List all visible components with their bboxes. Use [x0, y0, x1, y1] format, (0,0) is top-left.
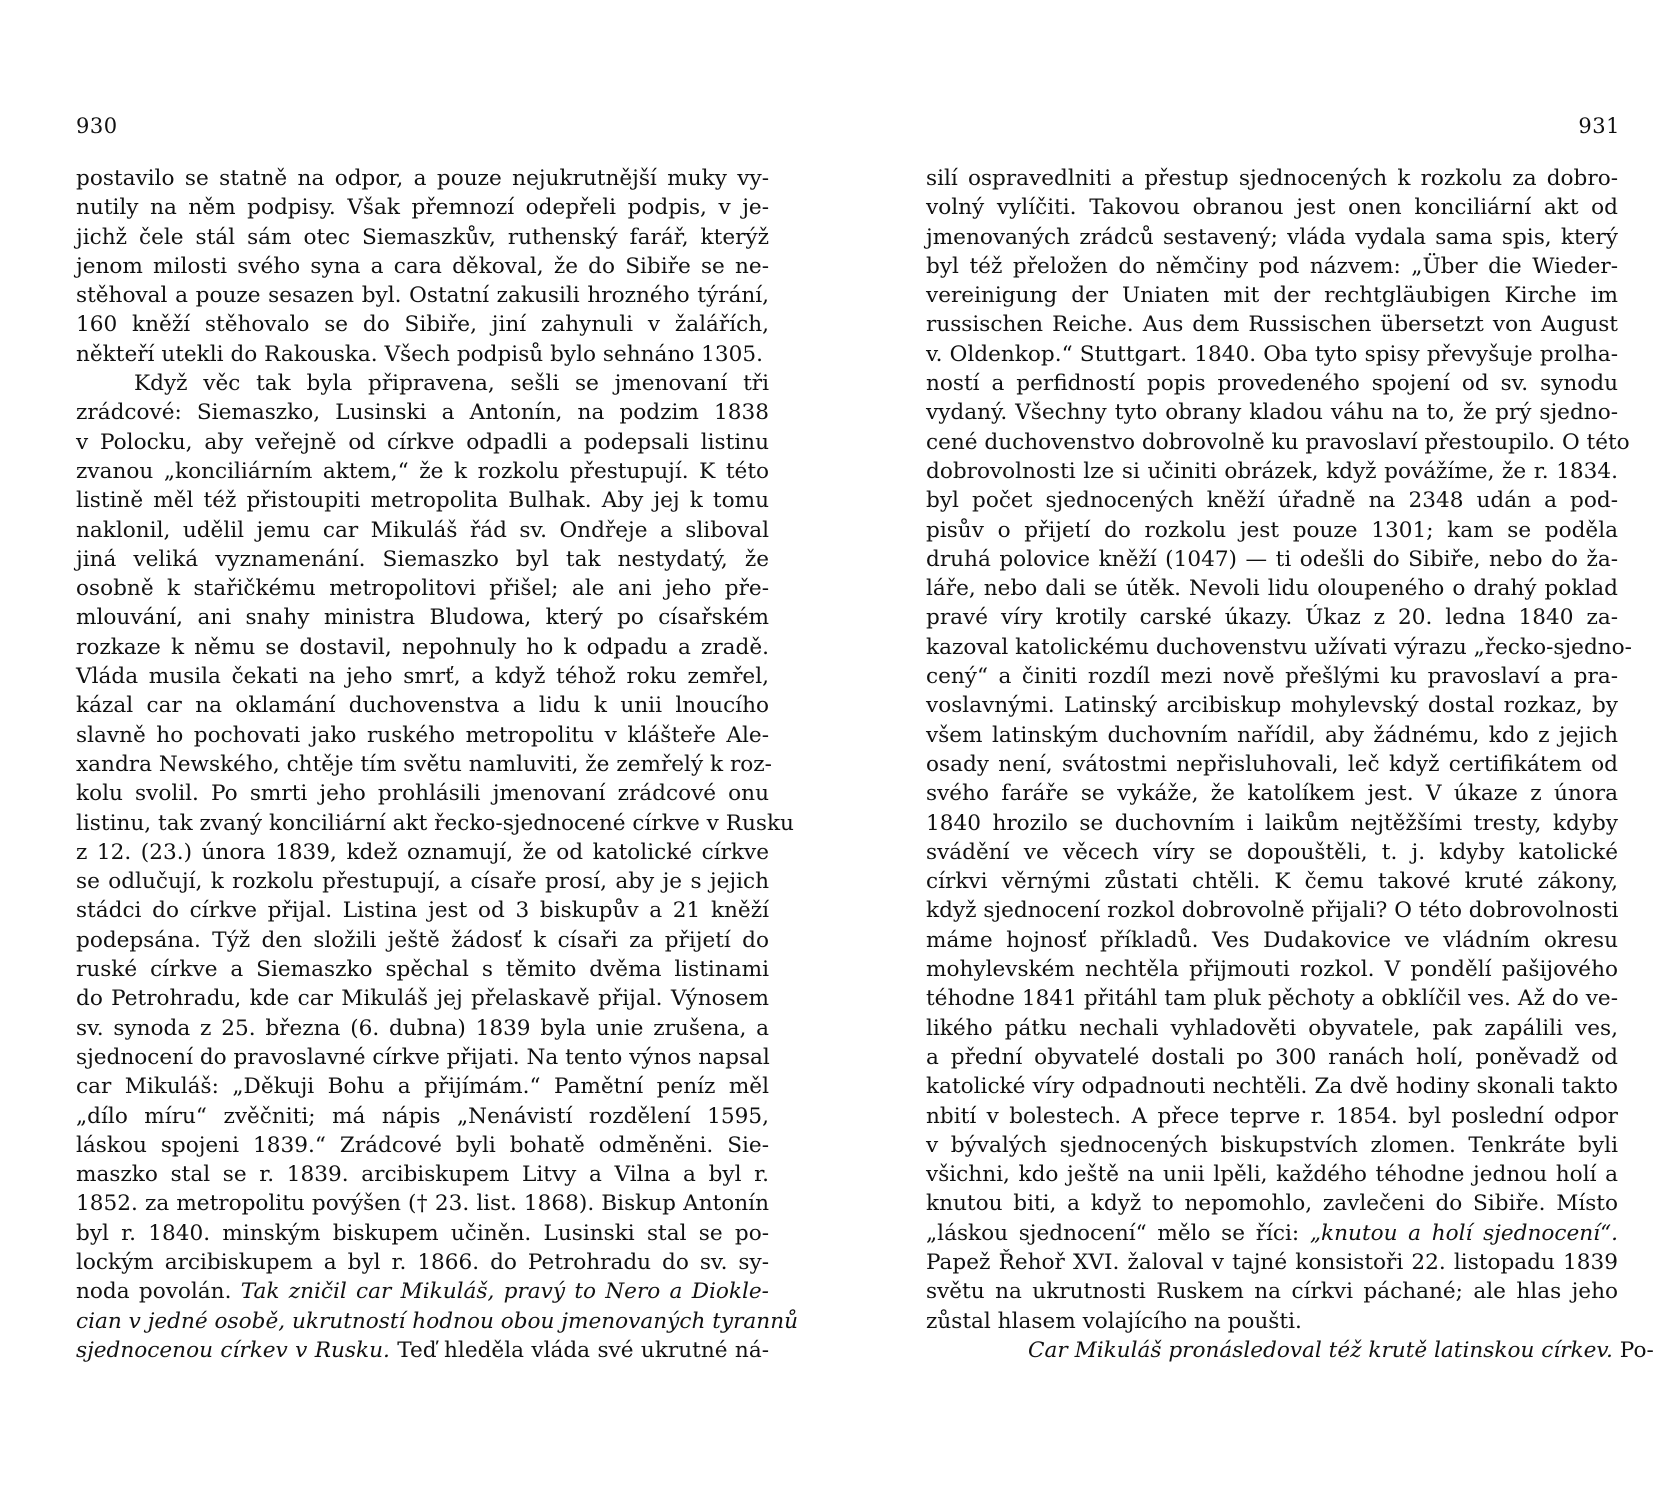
line-text: xandra Newského, chtěje tím světu namluviti, že zemřelý k roz- — [76, 751, 772, 777]
line-text: zůstal hlasem volajícího na poušti. — [926, 1308, 1302, 1334]
text-line — [76, 457, 769, 486]
line-text: slavně ho pochovati jako ruského metropolitu v klášteře Ale- — [76, 722, 769, 748]
text-line — [926, 252, 1618, 281]
line-text: pisův o přijetí do rozkolu jest pouze 1301; kam se poděla — [926, 517, 1618, 543]
text-line — [926, 867, 1618, 896]
line-text: likého pátku nechali vyhladověti obyvatele, pak zapálili ves, — [926, 1015, 1618, 1041]
line-text: do Petrohradu, kde car Mikuláš jej přelaskavě přijal. Výnosem — [76, 986, 769, 1012]
line-text: maszko stal se r. 1839. arcibiskupem Litvy a Vilna a byl r. — [76, 1162, 769, 1188]
text-line — [926, 164, 1618, 193]
text-line — [926, 1043, 1618, 1072]
text-line — [76, 691, 769, 720]
body-text — [76, 164, 799, 1365]
text-line — [926, 428, 1630, 457]
text-line — [926, 310, 1618, 339]
text-line — [926, 1189, 1618, 1218]
text-line — [76, 955, 769, 984]
line-text: stěhoval a pouze sesazen byl. Ostatní zakusili hrozného týrání, — [76, 283, 769, 309]
text-line — [926, 457, 1618, 486]
line-text: všichni, kdo ještě na unii lpěli, každého téhodne jednou holí a — [926, 1162, 1618, 1188]
text-line — [76, 1160, 769, 1189]
text-line — [76, 545, 769, 574]
text-line — [926, 486, 1618, 515]
text-line — [76, 926, 769, 955]
line-text: knutou biti, a když to nepomohlo, zavlečeni do Sibiře. Místo — [926, 1191, 1618, 1217]
text-line — [926, 223, 1618, 252]
line-text: dobrovolnosti lze si učiniti obrázek, když povážíme, že r. 1834. — [926, 458, 1618, 484]
text-line — [926, 1219, 1618, 1248]
line-text: „dílo míru“ zvěčniti; má nápis „Nenávistí rozdělení 1595, — [76, 1103, 769, 1129]
text-line — [76, 252, 769, 281]
text-line — [926, 691, 1618, 720]
text-line — [76, 779, 769, 808]
italic-text: cian v jedné osobě, ukrutností hodnou obou jmenovaných tyrannů — [76, 1308, 799, 1334]
line-text: z 12. (23.) února 1839, kdež oznamují, že od katolické církve — [76, 839, 769, 865]
italic-text: „knutou a holí sjednocení“. — [1309, 1220, 1618, 1246]
text-line — [926, 1131, 1618, 1160]
text-line — [76, 164, 769, 193]
line-text: katolické víry odpadnouti nechtěli. Za dvě hodiny skonali takto — [926, 1074, 1618, 1100]
text-line — [926, 193, 1618, 222]
line-text: 1840 hrozilo se duchovním i laikům nejtěžšími tresty, kdyby — [926, 810, 1618, 836]
text-line — [76, 1219, 769, 1248]
italic-text: sjednocenou církev v Rusku. — [76, 1337, 390, 1363]
text-line — [926, 545, 1618, 574]
text-line — [926, 340, 1618, 369]
line-text: vereinigung der Uniaten mit der rechtgläubigen Kirche im — [926, 283, 1618, 309]
line-text: láskou spojeni 1839.“ Zrádcové byli bohatě odměněni. Sie- — [76, 1132, 769, 1158]
line-text: voslavnými. Latinský arcibiskup mohylevský dostal rozkaz, by — [926, 693, 1618, 719]
text-line — [76, 1102, 769, 1131]
line-text: církvi věrnými zůstati chtěli. K čemu takové kruté zákony, — [926, 869, 1618, 895]
text-line — [926, 955, 1618, 984]
text-line — [926, 926, 1618, 955]
line-text: cené duchovenstvo dobrovolně ku pravoslaví přestoupilo. O této — [926, 429, 1630, 455]
line-text: vydaný. Všechny tyto obrany kladou váhu na to, že prý sjedno- — [926, 400, 1618, 426]
line-text: kázal car na oklamání duchovenstva a lidu k unii lnoucího — [76, 693, 769, 719]
page-number: 930 — [76, 114, 118, 138]
line-text: 160 kněží stěhovalo se do Sibiře, jiní zahynuli v žalářích, — [76, 312, 769, 338]
line-text: svádění ve věcech víry se dopouštěli, t. j. kdyby katolické — [926, 839, 1618, 865]
line-text: byl počet sjednocených kněží úřadně na 2348 udán a pod- — [926, 488, 1618, 514]
text-line — [76, 896, 769, 925]
text-line — [926, 1072, 1618, 1101]
line-text: Po- — [1619, 1337, 1654, 1363]
text-line — [926, 1248, 1618, 1277]
text-line — [926, 838, 1618, 867]
line-text: byl r. 1840. minským biskupem učiněn. Lusinski stal se po- — [76, 1220, 769, 1246]
text-line — [76, 603, 769, 632]
text-line — [76, 486, 769, 515]
line-text: v Polocku, aby veřejně od církve odpadli a podepsali listinu — [76, 429, 769, 455]
text-line — [76, 1248, 769, 1277]
text-line — [76, 633, 769, 662]
text-line — [926, 1102, 1618, 1131]
line-text: v bývalých sjednocených biskupstvích zlomen. Tenkráte byli — [926, 1132, 1618, 1158]
text-line — [76, 1189, 769, 1218]
text-line — [926, 662, 1618, 691]
text-line — [926, 398, 1618, 427]
italic-text: Tak zničil car Mikuláš, pravý to Nero a Diokle- — [240, 1279, 769, 1305]
line-text: Když věc tak byla připravena, sešli se jmenovaní tři — [134, 371, 769, 397]
line-text: „láskou sjednocení“ mělo se říci: — [926, 1220, 1300, 1246]
text-line — [76, 809, 794, 838]
line-text: mlouvání, ani snahy ministra Bludowa, který po císařském — [76, 605, 769, 631]
line-text: nutily na něm podpisy. Však přemnozí odepřeli podpis, v je- — [76, 195, 769, 221]
text-line — [926, 369, 1618, 398]
text-line — [76, 369, 769, 398]
text-line — [76, 984, 769, 1013]
line-text: stádci do církve přijal. Listina jest od 3 biskupův a 21 kněží — [76, 898, 769, 924]
line-text: pravé víry krotily carské úkazy. Úkaz z 20. ledna 1840 za- — [926, 605, 1618, 631]
line-text: zvanou „konciliárním aktem,“ že k rozkolu přestupují. K této — [76, 458, 769, 484]
text-line — [926, 574, 1618, 603]
line-text: jenom milosti svého syna a cara děkoval, že do Sibiře se ne- — [76, 253, 769, 279]
text-line — [76, 1043, 769, 1072]
text-line — [76, 340, 769, 369]
text-line — [926, 1307, 1618, 1336]
line-text: druhá polovice kněží (1047) — ti odešli do Sibiře, nebo do ža- — [926, 546, 1618, 572]
text-line — [76, 193, 769, 222]
line-text: a přední obyvatelé dostali po 300 ranách holí, poněvadž od — [926, 1044, 1618, 1070]
line-text: lockým arcibiskupem a byl r. 1866. do Petrohradu do sv. sy- — [76, 1249, 769, 1275]
text-line — [76, 750, 772, 779]
text-line — [926, 750, 1618, 779]
line-text: listině měl též přistoupiti metropolita Bulhak. Aby jej k tomu — [76, 488, 769, 514]
line-text: jiná veliká vyznamenání. Siemaszko byl tak nestydatý, že — [76, 546, 769, 572]
line-text: nbití v bolestech. A přece teprve r. 1854. byl poslední odpor — [926, 1103, 1618, 1129]
line-text: cený“ a činiti rozdíl mezi nově přešlými ku pravoslaví a pra- — [926, 664, 1618, 690]
line-text: 1852. za metropolitu povýšen († 23. list. 1868). Biskup Antonín — [76, 1191, 769, 1217]
text-line — [76, 516, 769, 545]
line-text: všem latinským duchovním nařídil, aby žádnému, kdo z jejich — [926, 722, 1618, 748]
line-text: sv. synoda z 25. března (6. dubna) 1839 byla unie zrušena, a — [76, 1015, 769, 1041]
line-text: ruské církve a Siemaszko spěchal s těmito dvěma listinami — [76, 957, 769, 983]
text-line — [76, 1014, 769, 1043]
line-text: v. Oldenkop.“ Stuttgart. 1840. Oba tyto spisy převyšuje prolha- — [926, 341, 1618, 367]
text-line — [76, 223, 769, 252]
line-text: volný vylíčiti. Takovou obranou jest onen konciliární akt od — [926, 195, 1618, 221]
line-text: listinu, tak zvaný konciliární akt řecko-sjednocené církve v Rusku — [76, 810, 794, 836]
line-text: postavilo se statně na odpor, a pouze nejukrutnější muky vy- — [76, 166, 769, 191]
text-line — [926, 721, 1618, 750]
line-text: kazoval katolickému duchovenstvu užívati výrazu „řecko-sjedno- — [926, 634, 1632, 660]
line-text: téhodne 1841 přitáhl tam pluk pěchoty a obklíčil ves. Až do ve- — [926, 986, 1618, 1012]
text-line — [76, 1336, 769, 1365]
right-page — [839, 0, 1678, 1500]
text-line — [76, 398, 769, 427]
text-line — [76, 1277, 769, 1306]
line-text: zrádcové: Siemaszko, Lusinski a Antonín, na podzim 1838 — [76, 400, 769, 426]
line-text: silí ospravedlniti a přestup sjednocených k rozkolu za dobro- — [926, 166, 1618, 191]
text-line — [926, 779, 1618, 808]
text-line — [926, 633, 1632, 662]
line-text: někteří utekli do Rakouska. Všech podpisů bylo sehnáno 1305. — [76, 341, 764, 367]
line-text: rozkaze k němu se dostavil, nepohnuly ho k odpadu a zradě. — [76, 634, 769, 660]
page-number: 931 — [1578, 114, 1620, 138]
line-text: svého faráře se vykáže, že katolíkem jest. V úkaze z února — [926, 781, 1618, 807]
line-text: máme hojnosť příkladů. Ves Dudakovice ve vládním okresu — [926, 927, 1618, 953]
text-line — [926, 1336, 1654, 1365]
line-text: sjednocení do pravoslavné církve přijati. Na tento výnos napsal — [76, 1044, 770, 1070]
italic-text: Car Mikuláš pronásledoval též krutě latinskou církev. — [1028, 1337, 1613, 1363]
line-text: mohylevském nechtěla přijmouti rozkol. V pondělí pašijového — [926, 957, 1618, 983]
line-text: světu na ukrutnosti Ruskem na církvi páchané; ale hlas jeho — [926, 1279, 1618, 1305]
text-line — [926, 984, 1618, 1013]
line-text: láře, nebo dali se útěk. Nevoli lidu oloupeného o drahý poklad — [926, 576, 1618, 602]
body-text — [926, 164, 1654, 1365]
text-line — [76, 721, 769, 750]
line-text: Papež Řehoř XVI. žaloval v tajné konsistoři 22. listopadu 1839 — [926, 1249, 1618, 1275]
text-line — [76, 1307, 799, 1336]
text-line — [76, 867, 769, 896]
text-line — [926, 1014, 1618, 1043]
text-line — [926, 516, 1618, 545]
text-line — [76, 1131, 769, 1160]
line-text: jmenovaných zrádců sestavený; vláda vydala sama spis, který — [926, 224, 1618, 250]
text-line — [76, 310, 769, 339]
text-line — [76, 1072, 769, 1101]
line-text: byl též přeložen do němčiny pod názvem: „Über die Wieder- — [926, 253, 1618, 279]
line-text: když sjednocení rozkol dobrovolně přijali? O této dobrovolnosti — [926, 898, 1619, 924]
line-text: russischen Reiche. Aus dem Russischen übersetzt von August — [926, 312, 1618, 338]
line-text: naklonil, udělil jemu car Mikuláš řád sv. Ondřeje a sliboval — [76, 517, 769, 543]
text-line — [926, 603, 1618, 632]
text-line — [76, 574, 769, 603]
text-line — [926, 281, 1618, 310]
text-line — [926, 1277, 1618, 1306]
text-line — [926, 809, 1618, 838]
text-line — [76, 281, 769, 310]
line-text: jichž čele stál sám otec Siemaszkův, ruthenský farář, kterýž — [76, 224, 769, 250]
line-text: car Mikuláš: „Děkuji Bohu a přijímám.“ Pamětní peníz měl — [76, 1074, 769, 1100]
text-line — [926, 1160, 1618, 1189]
line-text: osady není, svátostmi nepřisluhovali, leč když certifikátem od — [926, 751, 1618, 777]
line-text: Teď hleděla vláda své ukrutné ná- — [397, 1337, 769, 1363]
text-line — [76, 428, 769, 457]
line-text: kolu svolil. Po smrti jeho prohlásili jmenovaní zrádcové onu — [76, 781, 769, 807]
text-line — [76, 838, 769, 867]
line-text: ností a perfidností popis provedeného spojení od sv. synodu — [926, 371, 1618, 397]
text-line — [76, 662, 769, 691]
line-text: Vláda musila čekati na jeho smrť, a když téhož roku zemřel, — [76, 664, 769, 690]
line-text: podepsána. Týž den složili ještě žádosť k císaři za přijetí do — [76, 927, 769, 953]
line-text: noda povolán. — [76, 1279, 232, 1305]
line-text: osobně k stařičkému metropolitovi přišel; ale ani jeho pře- — [76, 576, 769, 602]
line-text: se odlučují, k rozkolu přestupují, a císaře prosí, aby je s jejich — [76, 869, 769, 895]
text-line — [926, 896, 1618, 925]
